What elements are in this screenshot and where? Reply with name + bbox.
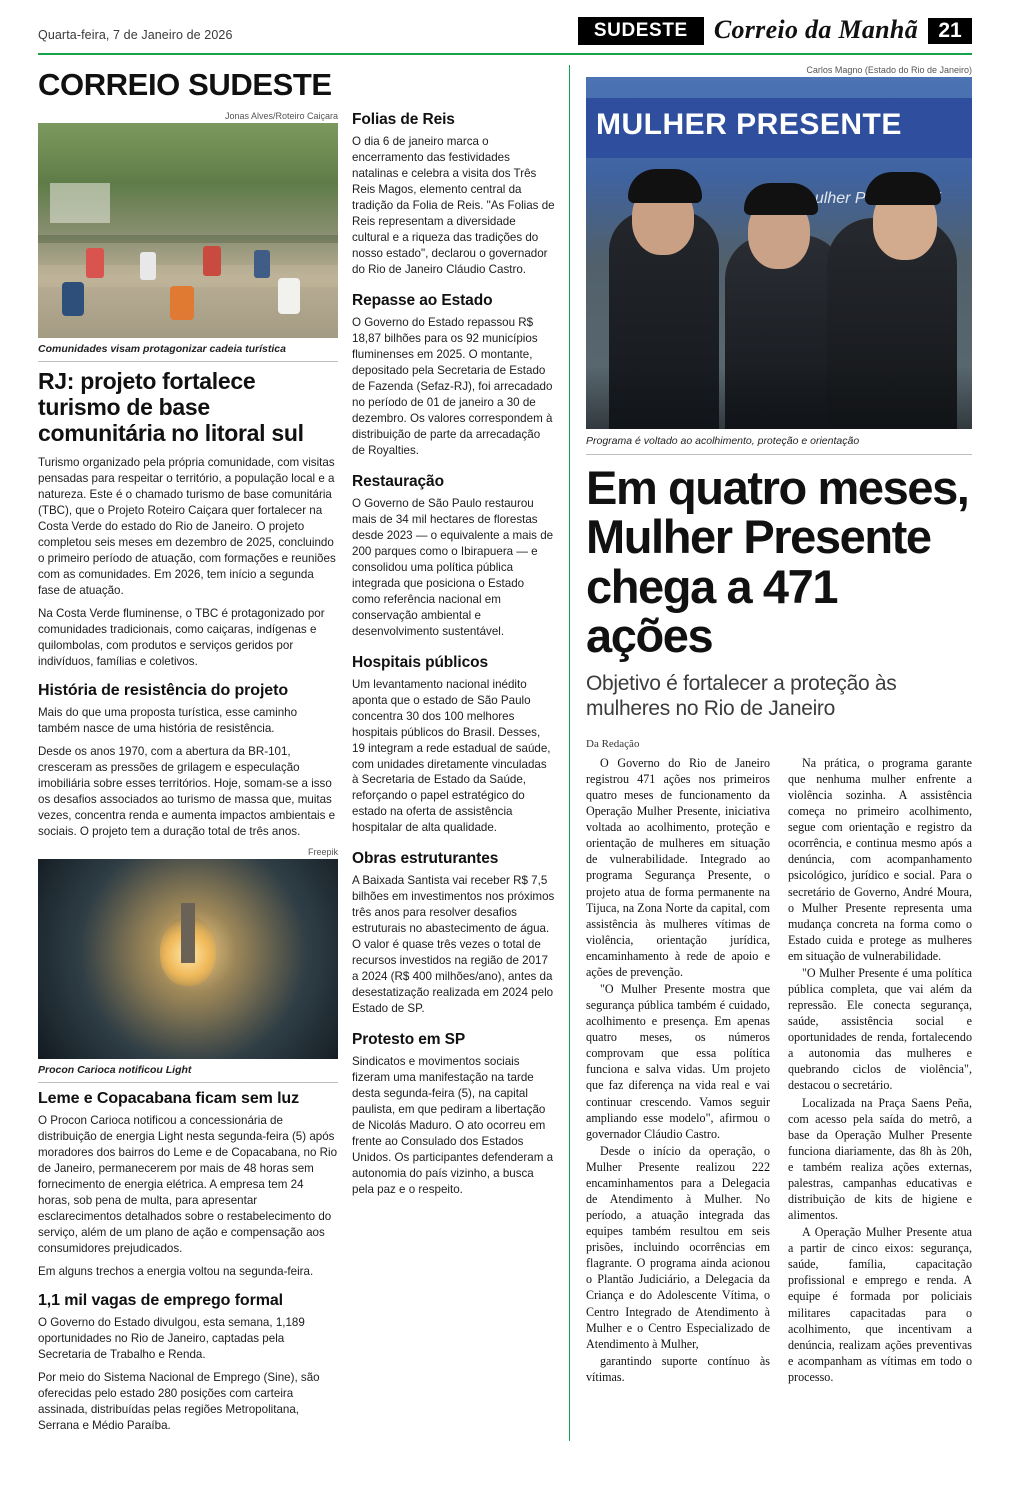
photo2-caption: Procon Carioca notificou Light (38, 1059, 338, 1083)
story-paragraph: Por meio do Sistema Nacional de Emprego (Sine), são oferecidas pelo estado 280 posições com carteira assinada, distribuídas pelas regiões Metropolitana, Serrana e Médio Paraíba. (38, 1370, 320, 1432)
story-headline-turismo: RJ: projeto fortalece turismo de base comunitária no litoral sul (38, 368, 304, 446)
left-column-a (38, 111, 338, 1441)
brief-text: O Governo do Estado repassou R$ 18,87 bilhões para os 92 municípios fluminenses em 2025. O montante, depositado pela Secretaria de Estado de Fazenda (Sefaz-RJ), foi arrecadado no período de 01 de janeiro a 30 de dezembro. Os valores correspondem à distribuição de parte da arrecadação de Royalties. (352, 315, 553, 457)
main-headline: Em quatro meses, Mulher Presente chega a 471 ações (586, 461, 969, 663)
article-paragraph: "O Mulher Presente é uma política pública completa, que vai além da repressão. Ele conecta segurança, saúde, assistência social e oportunidades de renda, fortalecendo a autonomia das mulheres e quebrando ciclos de violência", destacou o secretário. (788, 965, 972, 1093)
brief-text: O Governo de São Paulo restaurou mais de 34 mil hectares de florestas desde 2023 — o equivalente a mais de 200 parques como o Ibirapuera — e consolidou uma política pública integrada que posiciona o Estado como referência nacional em conservação ambiental e desenvolvimento sustentável. (352, 496, 554, 638)
mulher-presente-photo (586, 77, 972, 429)
headline-deck: Objetivo é fortalecer a proteção às mulheres no Rio de Janeiro (586, 672, 897, 721)
hero-photo-credit: Carlos Magno (Estado do Rio de Janeiro) (806, 65, 972, 75)
article-paragraph: Desde o início da operação, o Mulher Presente realizou 222 encaminhamentos para a Delegacia de Atendimento à Mulher. No período, a atuação integrada das equipes também resultou em seis prisões, incluindo ocorrências em flagrante. O programa ainda acionou o Plantão Judiciário, a Delegacia da Criança e do Adolescente Vítima, o Centro Integrado de Atendimento à Mulher e o Centro Especializado de Atendimento à Mulher, (586, 1143, 770, 1351)
byline: Da Redação (586, 737, 640, 750)
article-paragraph: Na prática, o programa garante que nenhuma mulher enfrente a violência sozinha. A assistência começa no primeiro acolhimento, segue com orientação e registro da ocorrência, e continua mesmo após a denúncia, com acompanhamento psicológico, jurídico e social. Para o secretário de Governo, André Moura, o Mulher Presente representa uma mudança concreta na forma como o Estado cuida e protege as mulheres em situação de vulnerabilidade. (788, 755, 972, 963)
brief-subhead: Repasse ao Estado (352, 291, 493, 309)
masthead-right (578, 15, 972, 46)
section-tag: SUDESTE (578, 17, 704, 45)
brief-subhead: Folias de Reis (352, 111, 455, 128)
article-paragraph: A Operação Mulher Presente atua a partir de cinco eixos: segurança, saúde, família, capacitação profissional e emprego e renda. A equipe é formada por policiais militares capacitadas para o acolhimento, que incentivam a denúncia, realizam ações preventivas e acompanham as vítimas em todo o processo. (788, 1225, 972, 1384)
photo1-credit: Jonas Alves/Roteiro Caiçara (224, 111, 338, 121)
community-photo (38, 123, 338, 338)
article-paragraph: garantindo suporte contínuo às vítimas. (586, 1353, 770, 1384)
subhead-vagas: 1,1 mil vagas de emprego formal (38, 1291, 283, 1309)
left-zone (38, 65, 570, 1441)
brief-subhead: Hospitais públicos (352, 653, 488, 671)
hero-photo-caption: Programa é voltado ao acolhimento, proteção e orientação (586, 429, 972, 455)
page-content (38, 55, 972, 1441)
left-columns (38, 111, 555, 1441)
article-paragraph: "O Mulher Presente mostra que segurança pública também é cuidado, acolhimento e presença. Em apenas quatro meses, os números comprovam que essa política funciona e salva vidas. Um projeto que faz diferença na vida real e vai continuar crescendo. Vamos seguir ampliando esse modelo", afirmou o governador Cláudio Castro. (586, 982, 770, 1141)
brief-text: Um levantamento nacional inédito aponta que o estado de São Paulo concentra 30 dos 100 melhores hospitais públicos do Brasil. Desses, 19 integram a rede estadual de saúde, com unidades diretamente vinculadas à Secretaria de Estado da Saúde, reforçando o papel estratégico do estado na oferta de assistência hospitalar de alta qualidade. (352, 677, 551, 835)
photo2-credit: Freepik (307, 846, 338, 857)
photo1-caption: Comunidades visam protagonizar cadeia turística (38, 338, 338, 362)
article-paragraph: O Governo do Rio de Janeiro registrou 471 ações nos primeiros quatro meses de funcionamento da Operação Mulher Presente, iniciativa voltada ao acolhimento, proteção e orientação de mulheres em situação de vulnerabilidade. Integrado ao programa Segurança Presente, o projeto atua de forma permanente na Tijuca, na Zona Norte da capital, com assistência às mulheres vítimas de violência, orientação jurídica, encaminhamento à rede de apoio e ações de prevenção. (586, 755, 770, 979)
photo-banner-side-text: mulher (801, 189, 851, 207)
article-paragraph: Localizada na Praça Saens Peña, com acesso pela saída do metrô, a base da Operação Mulher Presente funciona diariamente, das 8h às 20h, e também realiza ações externas, palestras, campanhas educativas e distribuição de kits de higiene e alimentos. (788, 1095, 972, 1223)
paper-title: Correio da Manhã (713, 15, 918, 44)
left-column-b (352, 111, 555, 1441)
masthead (38, 0, 972, 50)
publication-date: Quarta-feira, 7 de Janeiro de 2026 (38, 28, 233, 42)
story-paragraph: Na Costa Verde fluminense, o TBC é protagonizado por comunidades tradicionais, como caiçaras, indígenas e quilombolas, com produtos e serviços geridos por indivíduos, famílias e coletivos. (38, 607, 325, 669)
photo-banner-text: MULHER PRESENTE (596, 108, 902, 142)
section-heading: CORREIO SUDESTE (38, 67, 332, 102)
brief-subhead: Protesto em SP (352, 1031, 466, 1049)
brief-text: A Baixada Santista vai receber R$ 7,5 bilhões em investimentos nos próximos três anos para resolver desafios estruturais no abastecimento de água. O valor é quase três vezes o total de recursos investidos na região de 2017 a 2024 (R$ 400 milhões/ano), antes da desestatização realizada em 2024 pelo Estado de SP. (352, 874, 555, 1016)
right-zone (570, 65, 972, 1441)
story-paragraph: Em alguns trechos a energia voltou na segunda-feira. (38, 1264, 314, 1278)
brief-text: Sindicatos e movimentos sociais fizeram uma manifestação na tarde desta segunda-feira (5), na capital paulista, em que pediram a libertação de Nicolás Maduro. O ato ocorreu em frente ao Consulado dos Estados Unidos. Os participantes defenderam a autonomia do país vizinho, a busca pela paz e o respeito. (352, 1055, 554, 1197)
page-number: 21 (928, 18, 972, 44)
story-paragraph: Turismo organizado pela própria comunidade, com visitas pensadas para respeitar o território, a população local e a natureza. Este é o chamado turismo de base comunitária (TBC), que o Projeto Roteiro Caiçara quer fortalecer na Costa Verde do estado do Rio de Janeiro. O projeto completou seis meses em dezembro de 2025, concluindo o primeiro período de atuação, com formações e reuniões com as comunidades. Em 2026, tem início a segunda fase de atuação. (38, 456, 336, 598)
brief-text: O dia 6 de janeiro marca o encerramento das festividades natalinas e celebra a visita dos Três Reis Magos, elemento central da tradição da Folia de Reis. "As Folias de Reis representam a diversidade cultural e a riqueza das tradições do nosso estado", declarou o governador do Rio de Janeiro Cláudio Castro. (352, 135, 555, 276)
story-paragraph: Desde os anos 1970, com a abertura da BR-101, cresceram as pressões de grilagem e especulação imobiliária sobre esses territórios. Hoje, somam-se a isso os desafios associados ao turismo de massa que, muitas vezes, concentra renda e aumenta impactos ambientais e sociais. O projeto tem a duração total de três anos. (38, 745, 336, 838)
story-paragraph: O Governo do Estado divulgou, esta semana, 1,189 oportunidades no Rio de Janeiro, captadas pela Secretaria de Trabalho e Renda. (38, 1315, 305, 1361)
lightbulb-photo (38, 859, 338, 1059)
subhead-luz: Leme e Copacabana ficam sem luz (38, 1089, 300, 1107)
brief-subhead: Obras estruturantes (352, 850, 499, 868)
subhead-resistencia: História de resistência do projeto (38, 682, 288, 700)
story-paragraph: Mais do que uma proposta turística, esse caminho também nasce de uma história de resistência. (38, 706, 298, 736)
story-paragraph: O Procon Carioca notificou a concessionária de distribuição de energia Light nesta segunda-feira (5) após moradores dos bairros do Leme e de Copacabana, no Rio de Janeiro, permanecerem por mais de 48 horas sem fornecimento de energia elétrica. A empresa tem 24 horas, sob pena de multa, para apresentar esclarecimentos detalhados sobre o restabelecimento do serviço, além de um plano de ação e compensação aos consumidores prejudicados. (38, 1113, 338, 1255)
article-body (586, 755, 972, 1386)
brief-subhead: Restauração (352, 472, 444, 490)
